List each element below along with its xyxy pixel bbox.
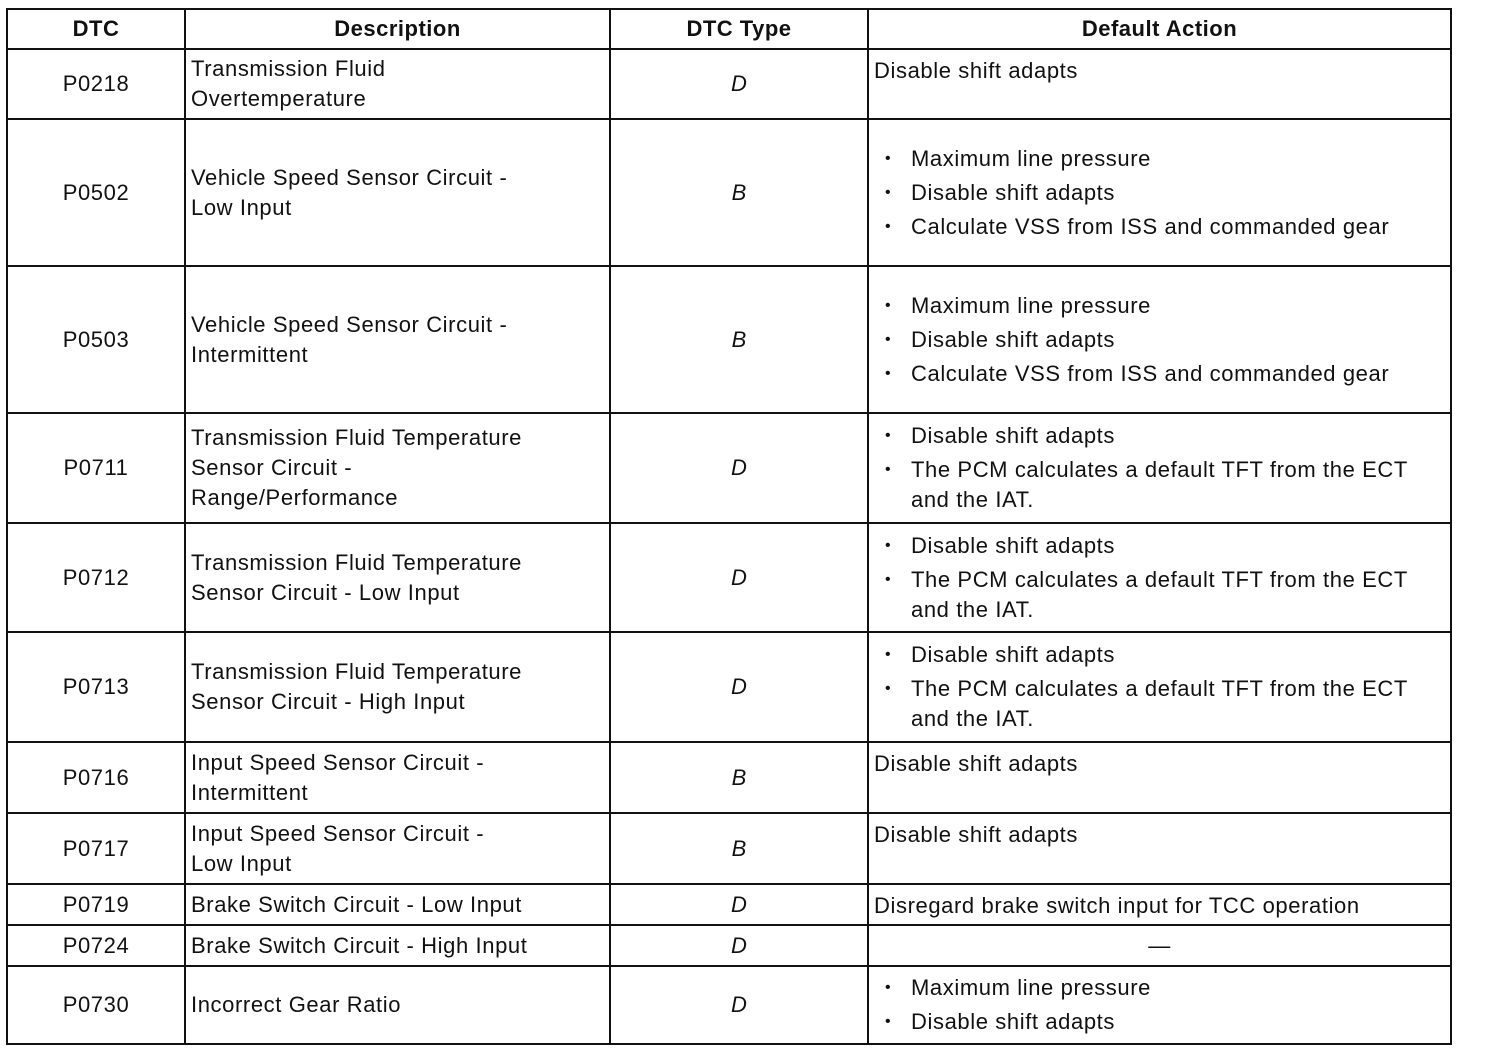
table-row <box>7 632 1451 742</box>
dtc-description <box>185 813 610 884</box>
dtc-description <box>185 966 610 1044</box>
table-body <box>7 49 1451 1044</box>
dtc-code: P0503 <box>7 266 185 413</box>
dtc-description <box>185 119 610 266</box>
description-line: Transmission Fluid Temperature <box>191 549 523 575</box>
description-line: Brake Switch Circuit - High Input <box>191 932 528 958</box>
header-row <box>7 9 1451 49</box>
dtc-table <box>6 8 1452 1045</box>
default-action <box>868 266 1451 413</box>
action-list-item: • Disable shift adapts <box>911 640 1450 670</box>
dtc-description <box>185 632 610 742</box>
table-row <box>7 49 1451 119</box>
description-line: Vehicle Speed Sensor Circuit - <box>191 164 508 190</box>
dtc-code: P0713 <box>7 632 185 742</box>
description-line: Intermittent <box>191 779 309 805</box>
description-line: Overtemperature <box>191 86 367 111</box>
description-line: Input Speed Sensor Circuit - <box>191 820 485 846</box>
dtc-type: D <box>610 925 868 966</box>
description-line: Low Input <box>191 850 292 876</box>
dtc-code: P0716 <box>7 742 185 813</box>
description-line: Sensor Circuit - High Input <box>191 689 466 714</box>
description-line: Transmission Fluid Temperature <box>191 425 523 450</box>
dtc-type: B <box>610 813 868 884</box>
action-list-item: • Maximum line pressure <box>911 973 1450 1003</box>
description-line: Sensor Circuit - Low Input <box>191 579 460 605</box>
action-list <box>869 640 1450 734</box>
dtc-code: P0730 <box>7 966 185 1044</box>
action-list <box>869 531 1450 625</box>
dtc-code: P0218 <box>7 49 185 119</box>
default-action <box>868 966 1451 1044</box>
description-line: Vehicle Speed Sensor Circuit - <box>191 311 508 337</box>
dtc-code: P0717 <box>7 813 185 884</box>
header-default-action: Default Action <box>868 9 1451 49</box>
action-list-item: • Calculate VSS from ISS and commanded gear <box>911 212 1450 242</box>
action-list-item: • Disable shift adapts <box>911 531 1450 561</box>
action-list-item: • Disable shift adapts <box>911 325 1450 355</box>
table-row <box>7 413 1451 523</box>
dtc-type: D <box>610 632 868 742</box>
dtc-description <box>185 49 610 119</box>
action-list-item: • Disable shift adapts <box>911 178 1450 208</box>
default-action <box>868 119 1451 266</box>
header-dtc-type: DTC Type <box>610 9 868 49</box>
description-line: Transmission Fluid Temperature <box>191 659 523 684</box>
action-list-item: • The PCM calculates a default TFT from the ECT and the IAT. <box>911 565 1450 625</box>
default-action <box>868 413 1451 523</box>
dtc-type: B <box>610 266 868 413</box>
default-action: Disable shift adapts <box>868 813 1451 884</box>
dtc-type: D <box>610 884 868 925</box>
table-row <box>7 813 1451 884</box>
action-list <box>869 973 1450 1037</box>
description-line: Input Speed Sensor Circuit - <box>191 749 485 775</box>
dtc-description <box>185 742 610 813</box>
default-action <box>868 632 1451 742</box>
default-action: Disregard brake switch input for TCC operation <box>868 884 1451 925</box>
action-list-item: • Calculate VSS from ISS and commanded gear <box>911 359 1450 389</box>
table-row <box>7 266 1451 413</box>
description-line: Sensor Circuit - <box>191 455 353 480</box>
description-line: Range/Performance <box>191 485 399 510</box>
action-list <box>869 421 1450 515</box>
default-action <box>868 523 1451 632</box>
description-line: Transmission Fluid <box>191 56 386 81</box>
action-list-item: • The PCM calculates a default TFT from the ECT and the IAT. <box>911 674 1450 734</box>
dtc-description <box>185 413 610 523</box>
table-row <box>7 742 1451 813</box>
action-list <box>869 144 1450 242</box>
dtc-code: P0711 <box>7 413 185 523</box>
default-action: Disable shift adapts <box>868 742 1451 813</box>
action-list-item: • Disable shift adapts <box>911 1007 1450 1037</box>
action-list-item: • Disable shift adapts <box>911 421 1450 451</box>
dtc-code: P0502 <box>7 119 185 266</box>
dtc-description <box>185 266 610 413</box>
dtc-description <box>185 884 610 925</box>
table-row <box>7 925 1451 966</box>
table-row <box>7 523 1451 632</box>
description-line: Low Input <box>191 194 292 220</box>
action-list-item: • The PCM calculates a default TFT from the ECT and the IAT. <box>911 455 1450 515</box>
description-line: Brake Switch Circuit - Low Input <box>191 891 522 917</box>
dtc-code: P0712 <box>7 523 185 632</box>
action-list <box>869 291 1450 389</box>
dtc-type: D <box>610 966 868 1044</box>
table-row <box>7 884 1451 925</box>
action-list-item: • Maximum line pressure <box>911 291 1450 321</box>
description-line: Intermittent <box>191 341 309 367</box>
table-row <box>7 119 1451 266</box>
default-action: — <box>868 925 1451 966</box>
default-action: Disable shift adapts <box>868 49 1451 119</box>
dtc-type: B <box>610 119 868 266</box>
header-description: Description <box>185 9 610 49</box>
dtc-type: D <box>610 49 868 119</box>
dtc-type: B <box>610 742 868 813</box>
dtc-code: P0719 <box>7 884 185 925</box>
dtc-description <box>185 523 610 632</box>
action-list-item: • Maximum line pressure <box>911 144 1450 174</box>
dtc-type: D <box>610 523 868 632</box>
dtc-description <box>185 925 610 966</box>
dtc-code: P0724 <box>7 925 185 966</box>
description-line: Incorrect Gear Ratio <box>191 992 402 1017</box>
header-dtc: DTC <box>7 9 185 49</box>
table-row <box>7 966 1451 1044</box>
dtc-type: D <box>610 413 868 523</box>
